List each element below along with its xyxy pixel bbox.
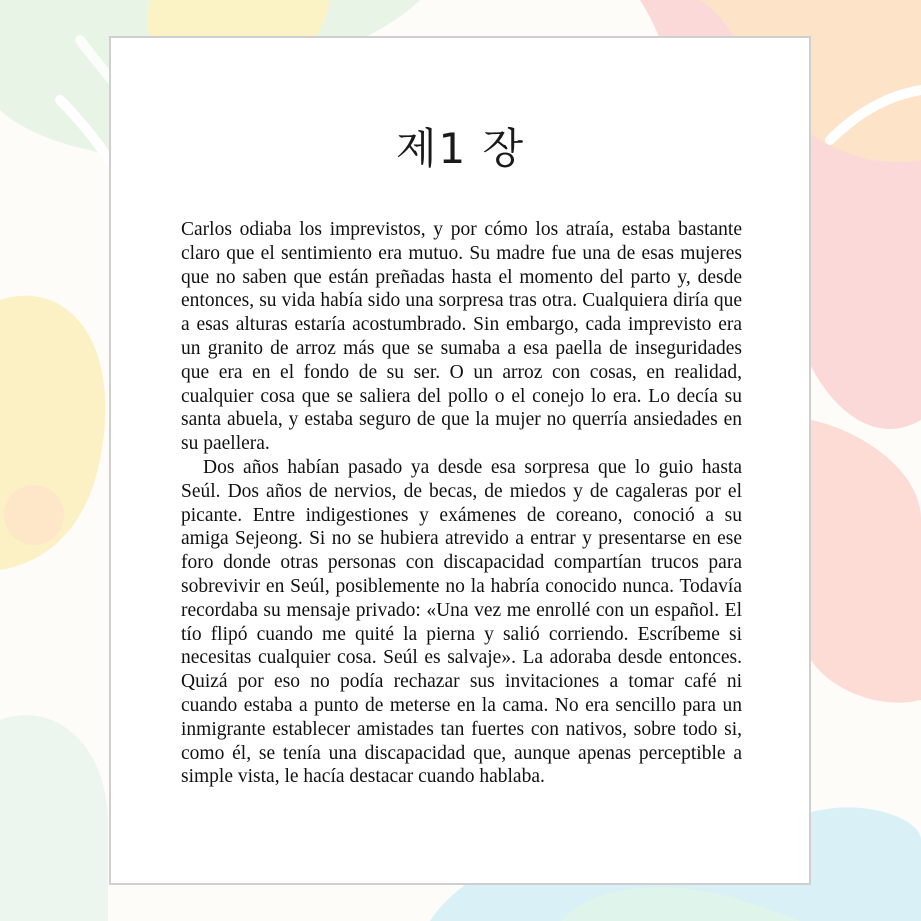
paragraph: Carlos odiaba los imprevistos, y por cómo los atraía, estaba bastante claro que el sentimiento era mutuo. Su madre fue una de esas mujeres que no saben que están preñadas hasta el momento del parto y, desde entonces, su vida había sido una sorpresa tras otra. Cualquiera diría que a esas alturas estaría acostumbrado. Sin embargo, cada imprevisto era un granito de arroz más que se sumaba a esa paella de inseguridades que era en el fondo de su ser. O un arroz con cosas, en realidad, cualquier cosa que se saliera del pollo o el conejo lo era. Lo decía su santa abuela, y estaba seguro de que la mujer no querría ansiedades en su paellera. xyxy=(181,219,742,455)
chapter-body xyxy=(181,218,742,789)
paragraph: Dos años habían pasado ya desde esa sorpresa que lo guio hasta Seúl. Dos años de nervios, de becas, de miedos y de cagaleras por el picante. Entre indigestiones y exámenes de coreano, conoció a su amiga Sejeong. Si no se hubiera atrevido a entrar y presentarse en ese foro donde otras personas con discapacidad compartían trucos para sobrevivir en Seúl, posiblemente no la habría conocido nunca. Todavía recordaba su mensaje privado: «Una vez me enrollé con un español. El tío flipó cuando me quité la pierna y salió corriendo. Escríbeme si necesitas cualquier cosa. Seúl es salvaje». La adoraba desde entonces. Quizá por eso no podía rechazar sus invitaciones a tomar café ni cuando estaba a punto de meterse en la cama. No era sencillo para un inmigrante establecer amistades tan fuertes con nativos, sobre todo si, como él, se tenía una discapacidad que, aunque apenas perceptible a simple vista, le hacía destacar cuando hablaba. xyxy=(181,456,742,788)
background-blob-bottom-left xyxy=(0,715,108,921)
background-dot-left xyxy=(4,485,64,545)
background-blob-right xyxy=(811,420,921,703)
chapter-title: 제1 장 xyxy=(395,124,526,173)
